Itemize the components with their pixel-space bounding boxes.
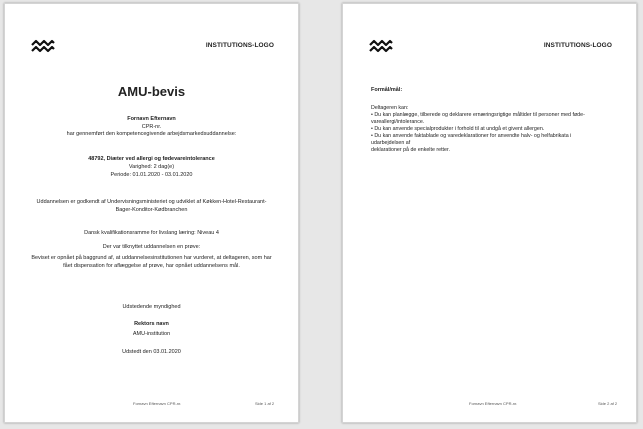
- rector-name: Rektors navn: [134, 321, 169, 327]
- course-duration: Varighed: 2 dag(e): [128, 164, 175, 170]
- footer-page-number: Side 2 af 2: [598, 401, 618, 406]
- qualification-framework: Dansk kvalifikationsramme for livslang læring: Niveau 4: [84, 230, 219, 236]
- wave-logo-icon: [369, 38, 393, 54]
- certificate-title: AMU-bevis: [117, 84, 186, 99]
- exam-attached-text: Der var tilknyttet uddannelsen en prøve:: [102, 244, 201, 250]
- learning-outcomes: [371, 105, 606, 154]
- course-period: Periode: 01.01.2020 - 03.01.2020: [110, 172, 193, 178]
- student-name: Fornavn Efternavn: [127, 116, 176, 122]
- issuing-authority: Udstedende myndighed: [122, 304, 181, 310]
- footer-page-number: Side 1 af 2: [255, 401, 275, 406]
- footer-student: Fornavn Efternavn CPR-nr.: [133, 401, 182, 406]
- outcome-line: • Du kan anvende specialprodukter i forhold til at undgå et givent allergen.: [371, 126, 545, 132]
- certificate-page-1: [4, 3, 299, 423]
- purpose-heading: Formål/mål:: [371, 87, 403, 93]
- institution-name: AMU-institution: [132, 331, 171, 337]
- diploma-basis-text: Beviset er opnået på baggrund af, at uddannelsesinstitutionen har vurderet, at deltageren, som har fået dispensation for aflæggelse af prøve, har opnået uddannelsens mål.: [31, 255, 272, 269]
- certificate-page-2: [342, 3, 637, 423]
- outcome-line: • Du kan anvende faktablade og varedeklarationer for anvendte halv- og helfabrikata i udarbejdelsen af: [371, 133, 572, 146]
- completed-text: har gennemført den kompetencegivende arbejdsmarkedsuddannelse:: [66, 131, 237, 137]
- footer-student: Fornavn Efternavn CPR-nr.: [469, 401, 518, 406]
- cpr-number: CPR-nr.: [141, 124, 162, 130]
- issue-date: Udstedt den 03.01.2020: [122, 349, 181, 355]
- approval-text: Uddannelsen er godkendt af Undervisningsministeriet og udviklet af Køkken-Hotel-Restaurant-Bager-Konditor-Kødbranchen: [36, 199, 267, 213]
- outcome-line: • Du kan planlægge, tilberede og deklarere ernæringsrigtige måltider til personer med føde-vareallergi/intolerance.: [371, 112, 585, 125]
- outcome-line: Deltageren kan:: [371, 105, 409, 111]
- outcome-line: deklarationer på de enkelte retter.: [371, 147, 450, 153]
- institution-logo: INSTITUTIONS-LOGO: [205, 42, 274, 49]
- institution-logo: INSTITUTIONS-LOGO: [543, 42, 612, 49]
- course-title: 48792, Diæter ved allergi og fødevareintolerance: [88, 156, 215, 162]
- wave-logo-icon: [31, 38, 55, 54]
